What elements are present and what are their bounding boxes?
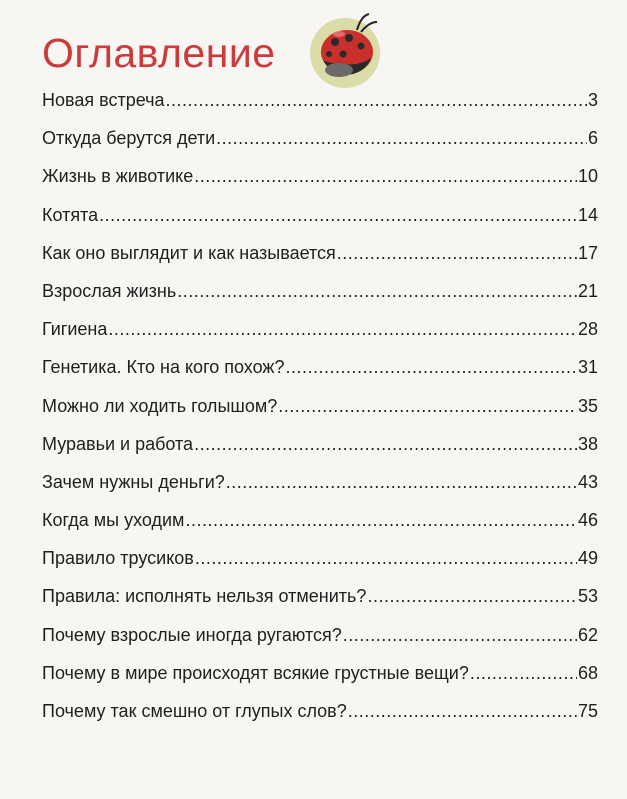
dot-leader xyxy=(185,510,577,531)
toc-entry-title: Почему взрослые иногда ругаются? xyxy=(42,624,342,645)
toc-entry-page-number: 75 xyxy=(577,701,598,721)
toc-entry-title: Новая встреча xyxy=(42,90,165,110)
dot-leader xyxy=(285,357,577,378)
toc-entry[interactable] xyxy=(42,472,598,510)
toc-entry-page-number: 43 xyxy=(577,471,598,492)
dot-leader xyxy=(343,625,577,646)
toc-entry-title: Зачем нужны деньги? xyxy=(42,471,225,492)
toc-entry-title: Жизнь в животике xyxy=(42,166,194,187)
toc-entry[interactable] xyxy=(42,90,598,128)
toc-entry-title: Правило трусиков xyxy=(42,548,194,569)
toc-entry[interactable] xyxy=(42,701,598,739)
toc-entry-page-number: 35 xyxy=(577,395,598,416)
dot-leader xyxy=(367,586,577,607)
toc-entry-page-number: 17 xyxy=(577,242,598,263)
toc-entry[interactable] xyxy=(42,205,598,243)
dot-leader xyxy=(194,166,577,187)
toc-entry-page-number: 28 xyxy=(577,319,598,340)
toc-entry[interactable] xyxy=(42,166,598,204)
toc-entry[interactable] xyxy=(42,243,598,281)
dot-leader xyxy=(337,243,577,264)
dot-leader xyxy=(177,281,577,302)
toc-entry-title: Котята xyxy=(42,204,99,225)
dot-leader xyxy=(194,434,577,455)
toc-entry[interactable] xyxy=(42,548,598,586)
toc-entry-page-number: 53 xyxy=(577,586,598,607)
toc-entry[interactable] xyxy=(42,357,598,395)
toc-entry-page-number: 31 xyxy=(577,357,598,378)
ladybug-icon xyxy=(303,8,387,90)
dot-leader xyxy=(108,319,577,340)
toc-entry[interactable] xyxy=(42,128,598,166)
toc-entry-title: Муравьи и работа xyxy=(42,433,194,454)
toc-entry-page-number: 21 xyxy=(577,280,598,301)
toc-entry-page-number: 3 xyxy=(587,90,598,110)
toc-entry-title: Почему в мире происходят всякие грустные вещи? xyxy=(42,662,469,683)
toc-entry-page-number: 38 xyxy=(577,433,598,454)
dot-leader xyxy=(216,128,587,149)
toc-entry-page-number: 49 xyxy=(577,548,598,569)
toc-entry-title: Как оно выглядит и как называется xyxy=(42,242,336,263)
page-title: Оглавление xyxy=(42,30,276,76)
toc-entry-title: Откуда берутся дети xyxy=(42,128,216,149)
toc-entry-page-number: 46 xyxy=(577,510,598,531)
toc-entry-title: Взрослая жизнь xyxy=(42,280,177,301)
toc-entry[interactable] xyxy=(42,625,598,663)
dot-leader xyxy=(166,90,587,111)
toc-entry-title: Почему так смешно от глупых слов? xyxy=(42,701,347,721)
table-of-contents xyxy=(42,90,598,739)
toc-entry[interactable] xyxy=(42,510,598,548)
toc-entry[interactable] xyxy=(42,319,598,357)
toc-entry[interactable] xyxy=(42,396,598,434)
toc-entry[interactable] xyxy=(42,586,598,624)
dot-leader xyxy=(278,396,577,417)
toc-entry-title: Правила: исполнять нельзя отменить? xyxy=(42,586,367,607)
toc-entry[interactable] xyxy=(42,663,598,701)
toc-entry-title: Генетика. Кто на кого похож? xyxy=(42,357,285,378)
dot-leader xyxy=(470,663,577,684)
toc-entry-page-number: 10 xyxy=(577,166,598,187)
toc-entry[interactable] xyxy=(42,281,598,319)
toc-entry-title: Можно ли ходить голышом? xyxy=(42,395,278,416)
toc-entry-page-number: 14 xyxy=(577,204,598,225)
dot-leader xyxy=(195,548,577,569)
toc-entry-page-number: 6 xyxy=(587,128,598,149)
toc-entry-title: Когда мы уходим xyxy=(42,510,185,531)
dot-leader xyxy=(226,472,577,493)
toc-entry-title: Гигиена xyxy=(42,319,108,340)
toc-entry[interactable] xyxy=(42,434,598,472)
toc-entry-page-number: 62 xyxy=(577,624,598,645)
dot-leader xyxy=(348,701,577,722)
toc-entry-page-number: 68 xyxy=(577,662,598,683)
dot-leader xyxy=(99,205,577,226)
